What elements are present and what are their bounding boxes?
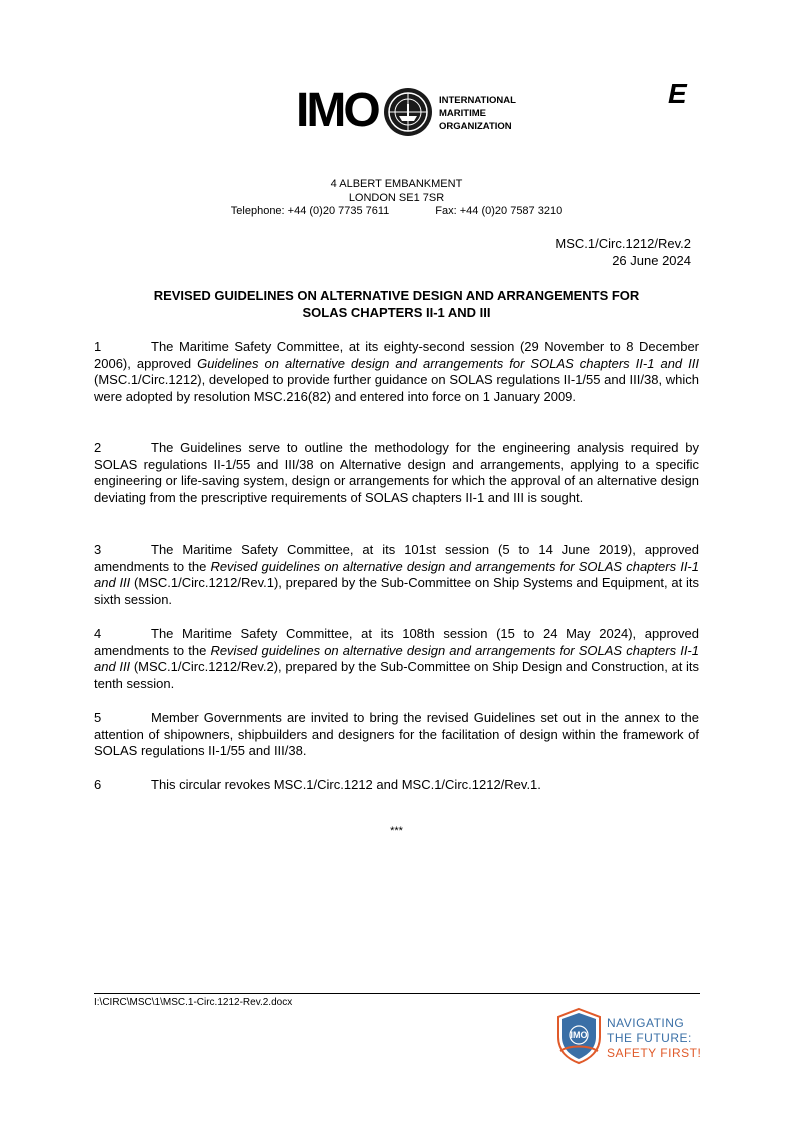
organization-line: INTERNATIONAL	[439, 95, 516, 106]
paragraph-text: The Guidelines serve to outline the methodology for the engineering analysis required by SOLAS regulations II-1/55 and III/38 on Alternative design and arrangements, applying to a specific engineering or life-saving system, design or arrangements for which the approval of an alternative design deviating from the prescriptive requirements of SOLAS chapters II-1 and III is sought.	[94, 440, 699, 505]
un-emblem-icon	[382, 86, 434, 138]
address-line: 4 ALBERT EMBANKMENT	[330, 178, 463, 190]
paragraph-number: 3	[94, 542, 102, 557]
paragraph-4	[94, 626, 699, 692]
paragraph-6	[94, 777, 699, 794]
document-title	[94, 288, 699, 321]
paragraph-text: (MSC.1/Circ.1212), developed to provide further guidance on SOLAS regulations II-1/55 and III/38, which were adopted by resolution MSC.216(82) and entered into force on 1 January 2009.	[94, 372, 699, 404]
paragraph-italic: Guidelines on alternative design and arrangements for SOLAS chapters II-1 and III	[197, 355, 700, 371]
imo-logo-text: IMO	[296, 84, 378, 137]
paragraph-italic: Revised guidelines on alternative design and arrangements for SOLAS chapters II-1 and III	[94, 558, 699, 590]
footer-divider	[94, 993, 700, 994]
end-mark: ***	[390, 825, 403, 837]
shield-icon	[556, 1007, 602, 1065]
slogan-line: THE FUTURE:	[607, 1031, 692, 1045]
paragraph-text: The Maritime Safety Committee, at its 101st session (5 to 14 June 2019), approved amendments to the	[94, 542, 699, 574]
language-mark: E	[668, 78, 687, 109]
paragraph-number: 4	[94, 626, 102, 641]
slogan-line: NAVIGATING	[607, 1016, 685, 1030]
title-line: REVISED GUIDELINES ON ALTERNATIVE DESIGN AND ARRANGEMENTS FOR	[153, 288, 640, 303]
address-line: LONDON SE1 7SR	[348, 191, 445, 204]
title-line: SOLAS CHAPTERS II-1 AND III	[302, 304, 491, 320]
slogan-line: SAFETY FIRST!	[607, 1046, 702, 1060]
emblem-text: IMO	[570, 1030, 588, 1040]
paragraph-5	[94, 710, 699, 760]
paragraph-number: 6	[94, 777, 102, 792]
slogan	[607, 1016, 701, 1061]
fax: Fax: +44 (0)20 7587 3210	[435, 205, 563, 217]
paragraph-text: Member Governments are invited to bring the revised Guidelines set out in the annex to the attention of shipowners, shipbuilders and designers for the facilitation of design within the framework of SOLAS regulations II-1/55 and III/38.	[94, 710, 699, 758]
paragraph-text: This circular revokes MSC.1/Circ.1212 and MSC.1/Circ.1212/Rev.1.	[151, 777, 541, 792]
paragraph-italic: Revised guidelines on alternative design and arrangements for SOLAS chapters II-1 and III	[94, 642, 699, 674]
paragraph-text: (MSC.1/Circ.1212/Rev.1), prepared by the Sub-Committee on Ship Systems and Equipment, at its sixth session.	[94, 575, 700, 607]
document-symbol: MSC.1/Circ.1212/Rev.2	[555, 236, 691, 251]
paragraph-number: 2	[94, 440, 102, 455]
address-block	[0, 178, 793, 219]
paragraph-text: (MSC.1/Circ.1212/Rev.2), prepared by the Sub-Committee on Ship Design and Construction, at its tenth session.	[94, 659, 699, 691]
paragraph-text: The Maritime Safety Committee, at its 108th session (15 to 24 May 2024), approved amendments to the	[94, 626, 699, 658]
paragraph-number: 5	[94, 710, 102, 725]
paragraph-3	[94, 542, 699, 608]
organization-name	[439, 94, 516, 133]
document-reference	[555, 236, 691, 269]
paragraph-number: 1	[94, 339, 102, 354]
telephone: Telephone: +44 (0)20 7735 7611	[230, 205, 390, 217]
file-path: I:\CIRC\MSC\1\MSC.1-Circ.1212-Rev.2.docx	[94, 997, 293, 1008]
organization-line: ORGANIZATION	[439, 121, 512, 132]
paragraph-text: The Maritime Safety Committee, at its eighty-second session (29 November to 8 December 2006), approved	[94, 339, 699, 371]
paragraph-2	[94, 440, 699, 506]
paragraph-1	[94, 339, 699, 405]
document-date: 26 June 2024	[612, 252, 691, 268]
organization-line: MARITIME	[439, 108, 486, 119]
